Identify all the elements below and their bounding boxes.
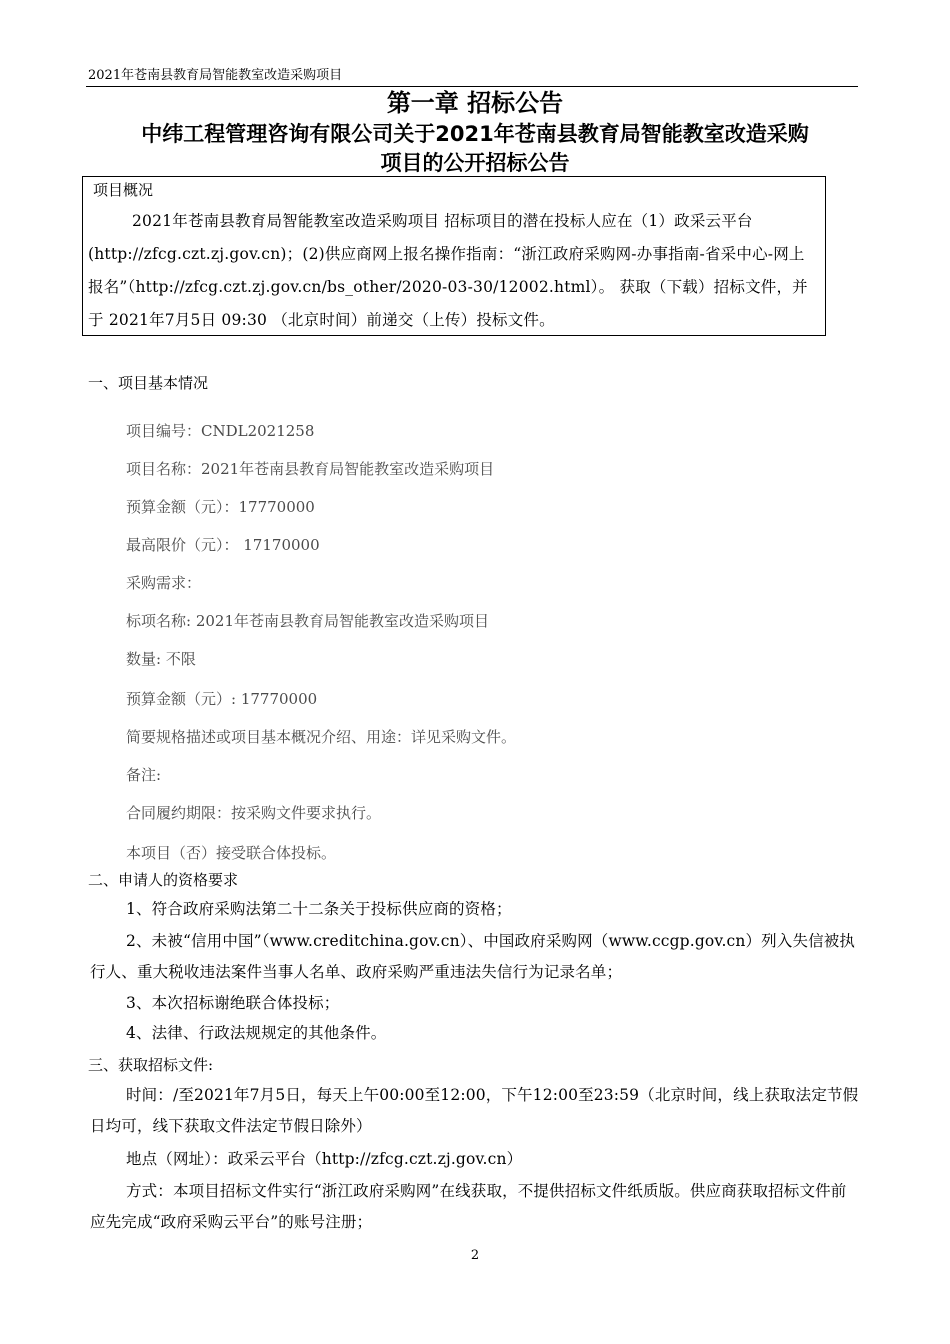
project-overview-box <box>82 176 826 336</box>
overview-label: 项目概况 <box>93 181 154 199</box>
budget-amount: 预算金额（元）：17770000 <box>126 498 315 516</box>
lot-name: 标项名称: 2021年苍南县教育局智能教室改造采购项目 <box>126 612 489 630</box>
overview-text: 2021年苍南县教育局智能教室改造采购项目 招标项目的潜在投标人应在（1）政采云平台(http://zfcg.czt.zj.gov.cn)；(2)供应商网上报名操作指南：“浙江政府采购网-办事指南-省采中心-网上报名”（http://zfcg.czt.zj.gov.cn/bs_other/2020-03-30/12002.html）。 获取（下载）招标文件，并于 2021年7月5日 09:30 （北京时间）前递交（上传）投标文件。 <box>88 212 808 329</box>
section2-heading: 二、申请人的资格要求 <box>88 871 239 889</box>
acquire-method: 方式：本项目招标文件实行“浙江政府采购网”在线获取，不提供招标文件纸质版。供应商获取招标文件前应先完成“政府采购云平台”的账号注册； <box>90 1182 847 1231</box>
procurement-demand: 采购需求： <box>126 574 202 592</box>
quantity: 数量: 不限 <box>126 650 196 668</box>
requirement-4: 4、法律、行政法规规定的其他条件。 <box>126 1024 387 1042</box>
requirement-3: 3、本次招标谢绝联合体投标； <box>126 994 340 1012</box>
project-name: 项目名称：2021年苍南县教育局智能教室改造采购项目 <box>126 460 495 478</box>
acquire-time: 时间：/至2021年7月5日，每天上午00:00至12:00，下午12:00至23:59（北京时间，线上获取法定节假日均可，线下获取文件法定节假日除外） <box>90 1086 859 1135</box>
consortium-note: 本项目（否）接受联合体投标。 <box>126 844 337 862</box>
chapter-title: 第一章 招标公告 <box>386 89 564 117</box>
max-price: 最高限价（元）： 17170000 <box>126 536 320 554</box>
remark: 备注: <box>126 766 162 784</box>
requirement-2: 2、未被“信用中国”（www.creditchina.gov.cn）、中国政府采购网（www.ccgp.gov.cn）列入失信被执行人、重大税收违法案件当事人名单、政府采购严重违法失信行为记录名单； <box>90 932 856 981</box>
notice-title-line2: 项目的公开招标公告 <box>380 151 570 175</box>
page-number: 2 <box>470 1248 480 1263</box>
notice-title-line1: 中纬工程管理咨询有限公司关于2021年苍南县教育局智能教室改造采购 <box>141 122 809 146</box>
running-header: 2021年苍南县教育局智能教室改造采购项目 <box>88 68 343 83</box>
project-number: 项目编号：CNDL2021258 <box>126 422 315 440</box>
section1-heading: 一、项目基本情况 <box>88 374 209 392</box>
lot-budget: 预算金额（元）: 17770000 <box>126 690 318 708</box>
acquire-place: 地点（网址）：政采云平台（http://zfcg.czt.zj.gov.cn） <box>126 1150 523 1168</box>
requirement-1: 1、符合政府采购法第二十二条关于投标供应商的资格； <box>126 900 512 918</box>
section3-heading: 三、获取招标文件: <box>88 1056 214 1074</box>
brief-description: 简要规格描述或项目基本概况介绍、用途：详见采购文件。 <box>126 728 517 746</box>
contract-period: 合同履约期限：按采购文件要求执行。 <box>126 804 382 822</box>
